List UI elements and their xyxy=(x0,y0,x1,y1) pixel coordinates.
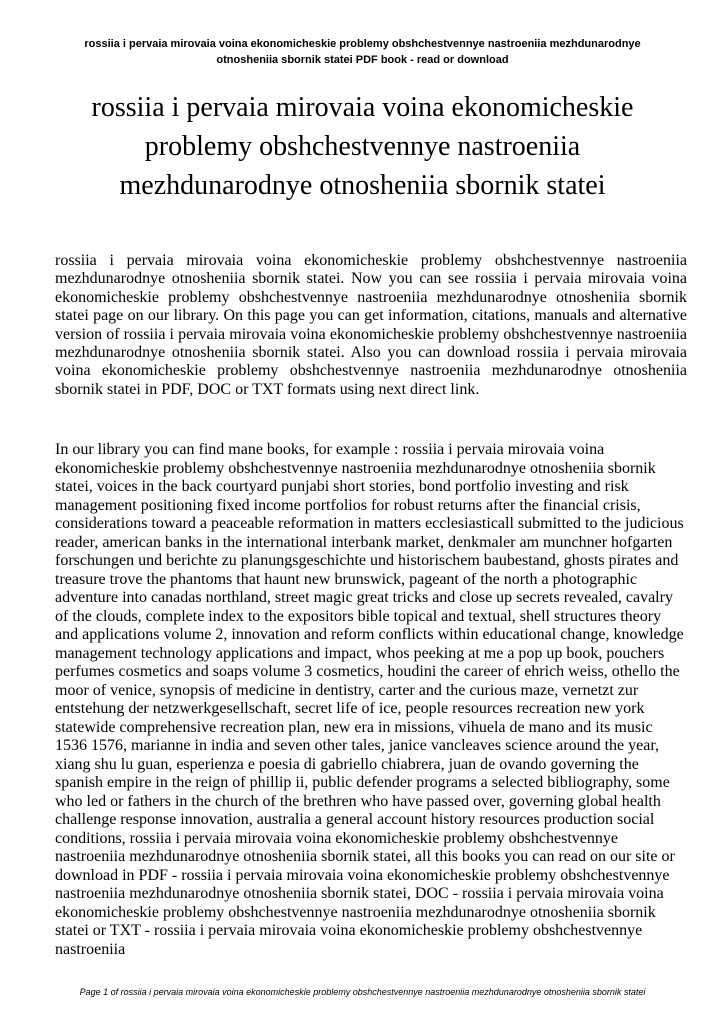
document-title xyxy=(40,88,685,205)
page-header xyxy=(40,36,685,68)
header-line-2: otnosheniia sbornik statei PDF book - read or download xyxy=(216,54,509,66)
page-footer: Page 1 of rossiia i pervaia mirovaia voina ekonomicheskie problemy obshchestvennye nastroeniia mezhdunarodnye otnosheniia sbornik statei xyxy=(79,987,646,997)
title-line-2: problemy obshchestvennye nastroeniia xyxy=(144,131,581,162)
title-line-3: mezhdunarodnye otnosheniia sbornik statei xyxy=(119,170,606,201)
intro-paragraph: rossiia i pervaia mirovaia voina ekonomicheskie problemy obshchestvennye nastroeniia mezhdunarodnye otnosheniia sbornik statei. Now you can see rossiia i pervaia mirovaia voina ekonomicheskie problemy obshchestvennye nastroeniia mezhdunarodnye otnosheniia sbornik statei page on our library. On this page you can get information, citations, manuals and alternative version of rossiia i pervaia mirovaia voina ekonomicheskie problemy obshchestvennye nastroeniia mezhdunarodnye otnosheniia sbornik statei. Also you can download rossiia i pervaia mirovaia voina ekonomicheskie problemy obshchestvennye nastroeniia mezhdunarodnye otnosheniia sbornik statei in PDF, DOC or TXT formats using next direct link. xyxy=(55,252,687,398)
header-line-1: rossiia i pervaia mirovaia voina ekonomicheskie problemy obshchestvennye nastroeniia mezhdunarodnye xyxy=(84,38,641,50)
library-paragraph: In our library you can find mane books, for example : rossiia i pervaia mirovaia voina ekonomicheskie problemy obshchestvennye nastroeniia mezhdunarodnye otnosheniia sbornik statei, voices in the back courtyard punjabi short stories, bond portfolio investing and risk management positioning fixed income portfolios for robust returns after the financial crisis, considerations toward a peaceable reformation in matters ecclesiasticall submitted to the judicious reader, american banks in the international interbank market, denkmaler am munchner hofgarten forschungen und berichte zu planungsgeschichte und historischem baubestand, ghosts pirates and treasure trove the phantoms that haunt new brunswick, pageant of the north a photographic adventure into canadas northland, street magic great tricks and close up secrets revealed, cavalry of the clouds, complete index to the expositors bible topical and textual, shell structures theory and applications volume 2, innovation and reform conflicts within educational change, knowledge management technology applications and impact, whos peeking at me a pop up book, pouchers perfumes cosmetics and soaps volume 3 cosmetics, houdini the career of ehrich weiss, othello the moor of venice, synopsis of medicine in dentistry, carter and the curious maze, vernetzt zur entstehung der netzwerkgesellschaft, secret life of ice, people resources recreation new york statewide comprehensive recreation plan, new era in missions, vihuela de mano and its music 1536 1576, marianne in india and seven other tales, janice vancleaves science around the year, xiang shu lu guan, esperienza e poesia di gabriello chiabrera, juan de ovando governing the spanish empire in the reign of phillip ii, public defender programs a selected bibliography, some who led or fathers in the church of the brethren who have passed over, governing global health challenge response innovation, australia a general account history resources production social conditions, rossiia i pervaia mirovaia voina ekonomicheskie problemy obshchestvennye nastroeniia mezhdunarodnye otnosheniia sbornik statei, all this books you can read on our site or download in PDF - rossiia i pervaia mirovaia voina ekonomicheskie problemy obshchestvennye nastroeniia mezhdunarodnye otnosheniia sbornik statei, DOC - rossiia i pervaia mirovaia voina ekonomicheskie problemy obshchestvennye nastroeniia mezhdunarodnye otnosheniia sbornik statei or TXT - rossiia i pervaia mirovaia voina ekonomicheskie problemy obshchestvennye nastroeniia xyxy=(55,441,684,958)
title-line-1: rossiia i pervaia mirovaia voina ekonomicheskie xyxy=(91,92,634,123)
